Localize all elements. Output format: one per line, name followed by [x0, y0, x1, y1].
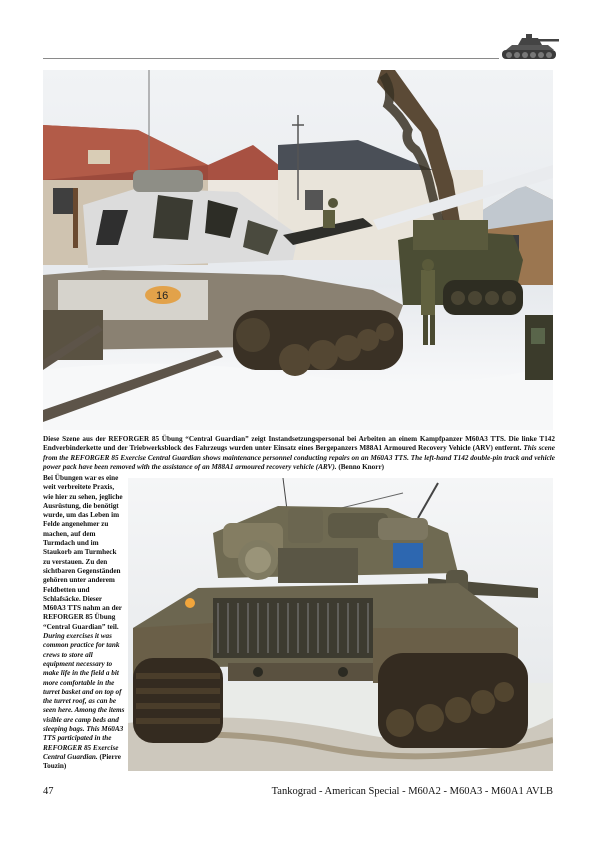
header-rule: [43, 58, 499, 59]
caption-bottom-photo: [43, 474, 125, 772]
caption-side-german: Bei Übungen war es eine weit verbreitete Praxis, wie hier zu sehen, jegliche Ausrüstung, die benötigt wurde, um das Leben im Felde angenehmer zu machen, auf dem Turmdach und im Staukorb am Turmheck zu verstauen. Zu den sichtbaren Gegenständen gehören unter anderem Feldbetten und Schlafsäcke. Dieser M60A3 TTS nahm an der REFORGER 85 Übung “Central Guardian” teil.: [43, 474, 123, 631]
footer-title: Tankograd - American Special - M60A2 - M60A3 - M60A1 AVLB: [271, 786, 553, 797]
photo-top-illustration: [43, 70, 553, 430]
blue-tarp: [393, 543, 423, 568]
photo-m60a3-stowage: [128, 478, 553, 771]
caption-top-credit: (Benno Knorr): [338, 463, 385, 472]
caption-top-german: Diese Szene aus der REFORGER 85 Übung “Central Guardian” zeigt Instandsetzungspersonal bei Arbeiten an einem Kampfpanzer M60A3 TTS. Die linke T142 Endverbinderkette und der Triebwerksblock des Fahrzeugs wurden unter Einsatz eines Bergepanzers M88A1 Armoured Recovery Vehicle (ARV) entfernt.: [43, 435, 555, 453]
tank-silhouette-icon: [500, 30, 560, 64]
caption-side-english: During exercises it was common practice for tank crews to store all equipment necessary to make life in the field a bit more comfortable in the turret basket and on top of the turret roof, as can be seen here. Among the items visible are camp beds and sleeping bags. This M60A3 TTS participated in the REFORGER 85 Exercise Central Guardian.: [43, 632, 125, 761]
photo-bottom-illustration: [128, 478, 553, 771]
caption-top-english: This scene from the REFORGER 85 Exercise Central Guardian shows maintenance personnel conducting repairs on an M60A3 TTS. The left-hand T142 double-pin track and vehicle power pack have been removed with the assistance of an M88A1 armoured recovery vehicle (ARV).: [43, 444, 555, 472]
photo-m60a3-repair: [43, 70, 553, 430]
tank-marking-number: 16: [156, 290, 169, 302]
caption-top-photo: [43, 435, 555, 473]
caption-side-credit: (Pierre Touzin): [43, 752, 121, 771]
page-number: 47: [43, 786, 54, 797]
